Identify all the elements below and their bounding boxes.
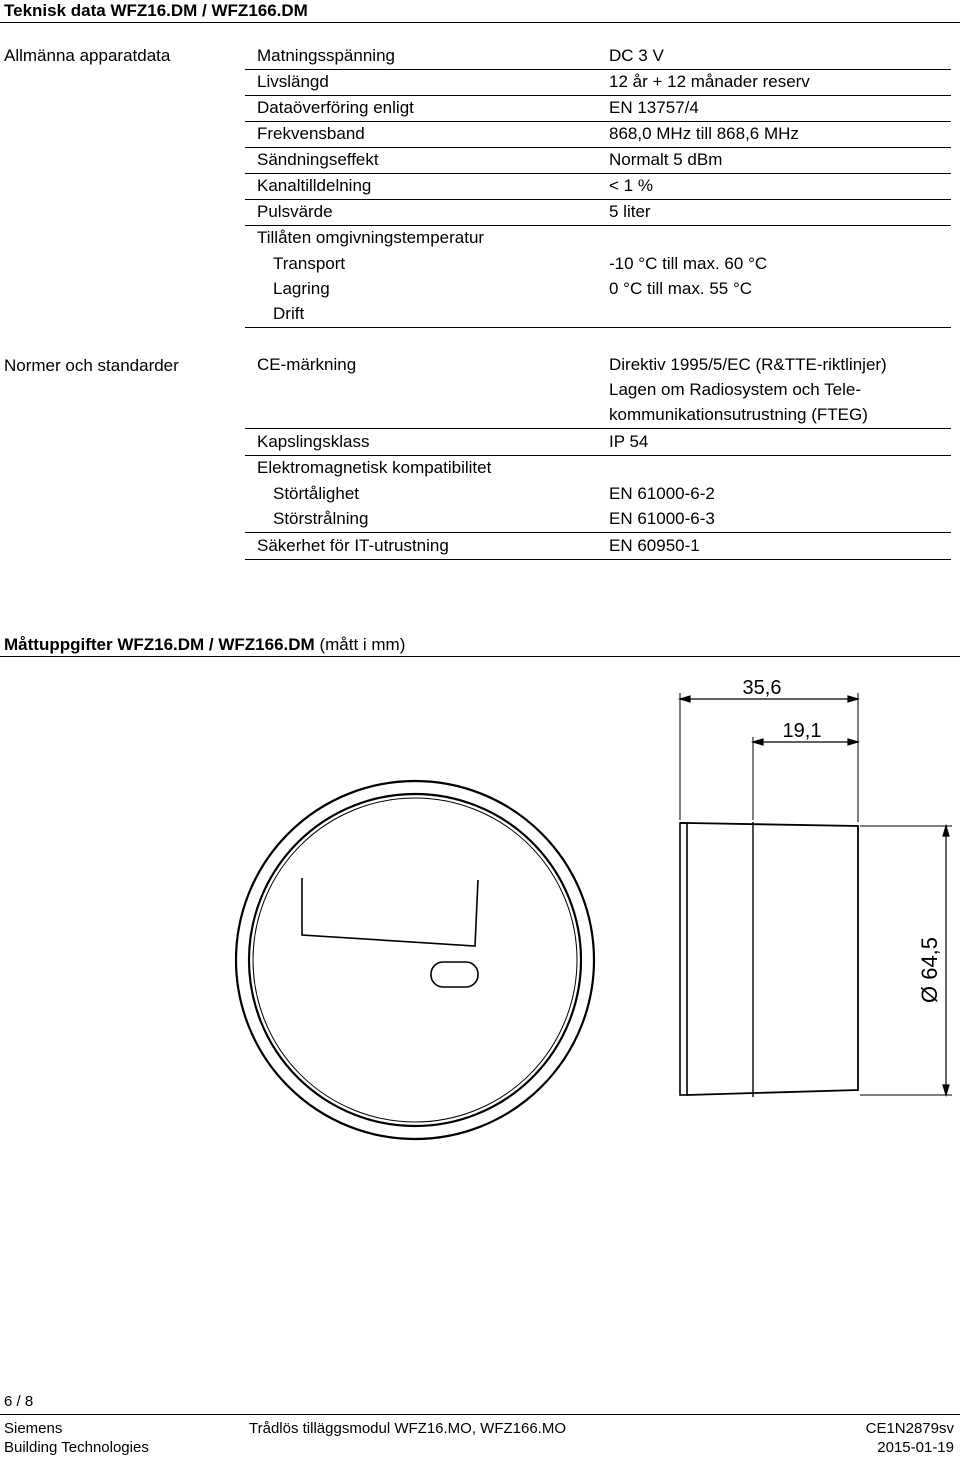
spec-label: Sändningseffekt — [257, 150, 379, 169]
spec-value: EN 60950-1 — [609, 536, 700, 555]
spec-label: Säkerhet för IT-utrustning — [257, 536, 449, 555]
spec-value: DC 3 V — [609, 46, 664, 65]
spec-row — [245, 173, 951, 200]
heading-divider — [0, 656, 960, 657]
spec-value: IP 54 — [609, 432, 649, 451]
spec-label: Transport — [273, 254, 346, 273]
page-number: 6 / 8 — [4, 1393, 34, 1410]
spec-label: Lagring — [273, 279, 330, 298]
spec-value: Normalt 5 dBm — [609, 150, 723, 169]
spec-value: 12 år + 12 månader reserv — [609, 72, 810, 91]
spec-row — [245, 455, 951, 481]
dimensions-heading-unit: (mått i mm) — [314, 635, 406, 654]
title-divider — [0, 22, 960, 23]
spec-label: Frekvensband — [257, 124, 365, 143]
spec-value: < 1 % — [609, 176, 653, 195]
spec-label: Drift — [273, 304, 305, 323]
spec-row — [245, 429, 951, 456]
dimensions-heading-bold: Måttuppgifter WFZ16.DM / WFZ166.DM — [4, 635, 315, 654]
spec-row — [245, 199, 951, 226]
footer-doc-id: CE1N2879sv — [865, 1420, 954, 1437]
spec-label: Kapslingsklass — [257, 432, 370, 451]
dimension-depth-label: 19,1 — [782, 720, 822, 742]
spec-label: Tillåten omgivningstemperatur — [257, 228, 485, 247]
footer-doc-title: Trådlös tilläggsmodul WFZ16.MO, WFZ166.MO — [249, 1420, 567, 1437]
spec-label: Dataöverföring enligt — [257, 98, 414, 117]
footer-divider — [0, 1414, 960, 1415]
spec-row — [245, 481, 951, 507]
dimensions-heading — [4, 634, 405, 656]
spec-value: EN 13757/4 — [609, 98, 699, 117]
spec-row — [245, 121, 951, 148]
section-label-standards: Normer och standarder — [4, 356, 179, 375]
spec-row — [245, 251, 951, 277]
spec-value: 868,0 MHz till 868,6 MHz — [609, 124, 799, 143]
footer-division: Building Technologies — [4, 1439, 149, 1456]
dimension-diameter-label: Ø 64,5 — [917, 936, 942, 1004]
spec-value: Direktiv 1995/5/EC (R&TTE-riktlinjer) — [609, 355, 887, 374]
extension-lines — [680, 693, 952, 1095]
page-title: Teknisk data WFZ16.DM / WFZ166.DM — [4, 1, 308, 20]
spec-label: Matningsspänning — [257, 46, 395, 65]
spec-value: EN 61000-6-3 — [609, 509, 715, 528]
dimension-lines — [680, 696, 949, 1095]
spec-row — [245, 69, 951, 96]
spec-label: Livslängd — [257, 72, 329, 91]
spec-row — [245, 43, 951, 70]
spec-row — [245, 506, 951, 533]
spec-label: Elektromagnetisk kompatibilitet — [257, 458, 492, 477]
spec-label: CE-märkning — [257, 355, 357, 374]
spec-row — [245, 301, 951, 328]
dimension-width-label: 35,6 — [742, 677, 782, 699]
spec-value: kommunikationsutrustning (FTEG) — [609, 405, 868, 424]
spec-label: Störtålighet — [273, 484, 359, 503]
spec-row-ce — [245, 352, 951, 429]
spec-row — [245, 533, 951, 560]
spec-label: Pulsvärde — [257, 202, 333, 221]
footer-company: Siemens — [4, 1420, 63, 1437]
section-label-general: Allmänna apparatdata — [4, 46, 171, 65]
footer-date: 2015-01-19 — [877, 1439, 954, 1456]
spec-label: Kanaltilldelning — [257, 176, 372, 195]
spec-row — [245, 276, 951, 302]
spec-value: 0 °C till max. 55 °C — [609, 279, 753, 298]
spec-value: EN 61000-6-2 — [609, 484, 715, 503]
spec-row — [245, 95, 951, 122]
dimension-drawing — [0, 660, 960, 1220]
side-view — [680, 822, 858, 1097]
spec-row — [245, 147, 951, 174]
spec-value: Lagen om Radiosystem och Tele- — [609, 380, 861, 399]
front-view — [236, 781, 594, 1139]
spec-row — [245, 225, 951, 251]
spec-value: -10 °C till max. 60 °C — [609, 254, 768, 273]
spec-value: 5 liter — [609, 202, 651, 221]
spec-label: Störstrålning — [273, 509, 369, 528]
